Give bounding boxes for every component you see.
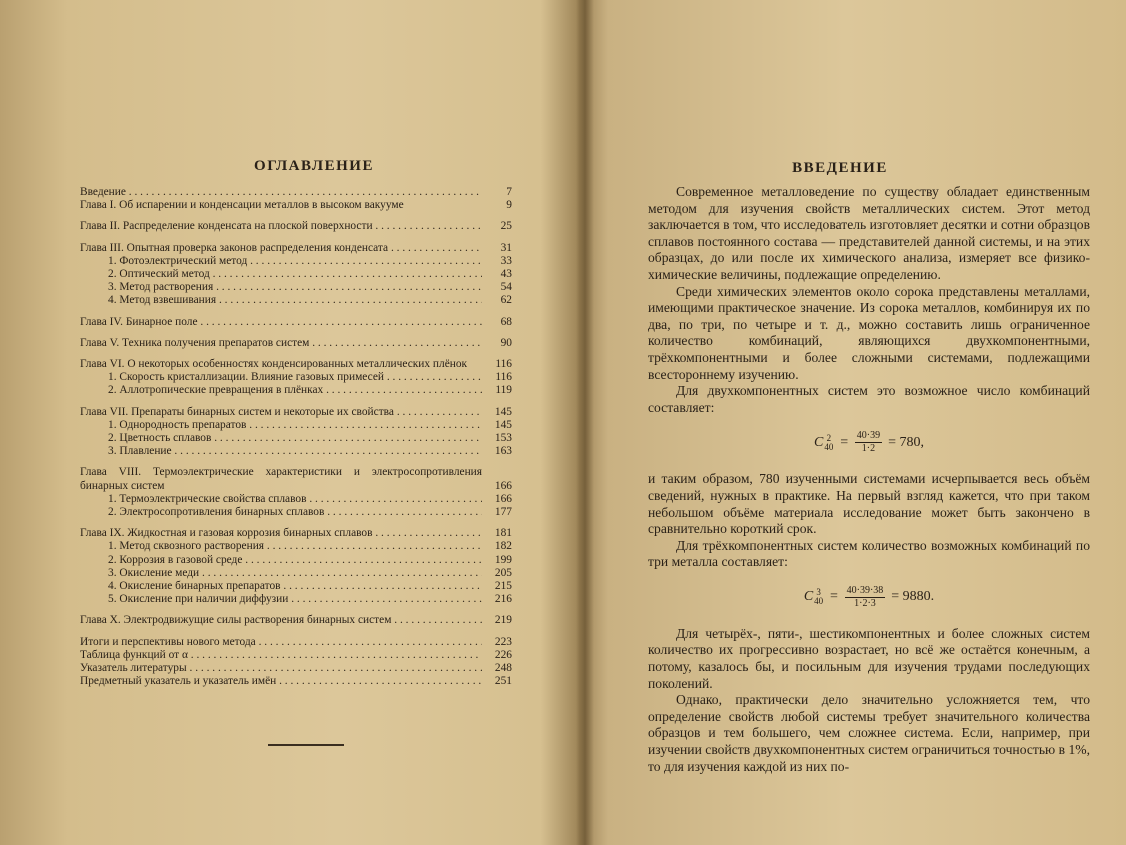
toc-entry-page: 205	[494, 566, 512, 579]
toc-entry-page: 25	[500, 220, 512, 233]
toc-entry-page: 62	[500, 294, 512, 307]
intro-text	[648, 184, 1090, 775]
toc-entry-page: 43	[500, 268, 512, 281]
toc-entry-page: 181	[494, 527, 512, 540]
toc-entry-page: 248	[494, 662, 512, 675]
end-rule	[268, 744, 344, 746]
toc-entry-title: Глава IX. Жидкостная и газовая коррозия бинарных сплавов . . .	[80, 527, 482, 540]
toc-entry-page: 216	[494, 593, 512, 606]
toc-entry	[80, 554, 512, 567]
toc-entry-title: Глава X. Электродвижущие силы растворения бинарных систем . . .	[80, 614, 482, 627]
toc-entry	[80, 580, 512, 593]
toc-entry-title: 1. Фотоэлектрический метод . . .	[80, 255, 482, 268]
toc-entry-page: 7	[506, 186, 512, 198]
toc-entry	[80, 527, 512, 540]
toc-entry-page: 116	[495, 371, 512, 384]
toc-title: ОГЛАВЛЕНИЕ	[254, 158, 374, 174]
toc-entry-title: 4. Окисление бинарных препаратов . . .	[80, 580, 482, 593]
toc-entry-page: 199	[494, 553, 512, 566]
toc-entry-title: 2. Электросопротивления бинарных сплавов . . .	[80, 506, 482, 519]
formula-combinations-2: C 2 40 = $\frac{40\cdot 39}{1\cdot 2}$ = 780,	[813, 430, 925, 455]
toc-entry-page: 54	[500, 281, 512, 294]
table-of-contents	[80, 186, 512, 689]
toc-entry-title: Глава VI. О некоторых особенностях конденсированных металлических плёнок	[80, 358, 468, 371]
toc-entry	[80, 371, 512, 384]
toc-entry	[80, 636, 512, 649]
toc-entry	[80, 540, 512, 553]
toc-entry	[80, 593, 512, 606]
toc-entry-title: 3. Окисление меди . . .	[80, 567, 482, 580]
toc-entry-page: 90	[500, 336, 512, 349]
toc-entry-title: Указатель литературы . . .	[80, 662, 482, 675]
toc-entry-title: Введение . . .	[80, 186, 482, 199]
toc-entry	[80, 493, 512, 506]
intro-paragraph: и таким образом, 780 изученными системами исчерпывается весь объём сведений, нужных в практике. На первый взгляд кажется, что при таком небольшом объёме материала исследование может быть закончено в сравнительно короткий срок.	[648, 471, 1090, 537]
toc-entry-title: Глава VIII. Термоэлектрические характеристики и электросопротивления бинарных систем	[80, 466, 482, 492]
toc-entry-page: 163	[494, 445, 512, 458]
toc-entry-page: 177	[494, 506, 512, 519]
toc-entry-page: 166	[494, 492, 512, 505]
toc-entry-title: 2. Аллотропические превращения в плёнках . . .	[80, 384, 482, 397]
toc-entry-page: 182	[494, 540, 512, 553]
intro-title: ВВЕДЕНИЕ	[792, 160, 888, 176]
toc-entry-title: Глава I. Об испарении и конденсации металлов в высоком вакууме	[80, 199, 404, 212]
toc-entry-title: 3. Метод растворения . . .	[80, 281, 482, 294]
toc-entry-title: Итоги и перспективы нового метода . . .	[80, 636, 482, 649]
toc-entry-page: 116	[495, 358, 512, 371]
toc-entry-page: 31	[500, 241, 512, 254]
toc-entry	[80, 445, 512, 458]
toc-entry	[80, 406, 512, 419]
toc-entry	[80, 316, 512, 329]
toc-entry-title: 2. Цветность сплавов . . .	[80, 432, 482, 445]
toc-entry	[80, 268, 512, 281]
toc-entry	[80, 432, 512, 445]
intro-paragraph: Среди химических элементов около сорока представлены металлами, имеющими практическое значение. Из сорока металлов, комбинируя их по два, по три, по четыре и т. д., можно составить лишь ограниченное количество комбинаций, являющихся двухкомпонентными, трёхкомпонентными и более сложными системами, подлежащими всестороннему изучению.	[648, 283, 1090, 382]
toc-entry-title: Глава VII. Препараты бинарных систем и некоторые их свойства . . .	[80, 406, 482, 419]
intro-paragraph: Для четырёх-, пяти-, шестикомпонентных и более сложных систем количество их прогрессивно возрастает, но всё же остаётся конечным, а потому, казалось бы, и посильным для изучения трудами последующих поколений.	[648, 625, 1090, 691]
toc-entry	[80, 242, 512, 255]
toc-entry-title: 2. Оптический метод . . .	[80, 268, 482, 281]
intro-paragraph: Современное металловедение по существу обладает единственным методом для изучения свойств металлических систем. Этот метод заключается в том, что исследователь изготовляет десятки и сотни образцов сплавов постоянного состава — представителей данной системы, и на этих образцах, до или после их химического анализа, измеряет все физико-химические величины, подлежащие определению.	[648, 184, 1090, 282]
toc-entry-title: Глава II. Распределение конденсата на плоской поверхности . . .	[80, 220, 482, 233]
toc-entry-title: 2. Коррозия в газовой среде . . .	[80, 554, 482, 567]
toc-entry-title: 1. Скорость кристаллизации. Влияние газовых примесей . . .	[80, 371, 482, 384]
toc-entry	[80, 220, 512, 233]
toc-entry	[80, 384, 512, 397]
toc-entry-title: 5. Окисление при наличии диффузии . . .	[80, 593, 482, 606]
toc-entry	[80, 199, 512, 212]
toc-entry-page: 145	[494, 418, 512, 431]
toc-entry-page: 215	[494, 580, 512, 593]
toc-entry-page: 166	[494, 479, 512, 492]
formula-combinations-3: C 3 40 = $\frac{40\cdot 39\cdot 38}{1\cdot 2\cdot 3}$ = 9880.	[803, 584, 935, 609]
intro-paragraph: Для трёхкомпонентных систем количество возможных комбинаций по три металла составляет:	[648, 537, 1090, 570]
toc-entry-page: 33	[500, 254, 512, 267]
toc-entry	[80, 675, 512, 688]
toc-entry-title: Глава IV. Бинарное поле . . .	[80, 316, 482, 329]
toc-entry	[80, 337, 512, 350]
toc-entry	[80, 466, 512, 492]
toc-entry	[80, 506, 512, 519]
toc-entry-title: 1. Термоэлектрические свойства сплавов . . .	[80, 493, 482, 506]
toc-entry-page: 119	[495, 384, 512, 397]
toc-entry-title: Глава V. Техника получения препаратов систем . . .	[80, 337, 482, 350]
toc-entry-page: 68	[500, 315, 512, 328]
toc-entry-page: 219	[494, 614, 512, 627]
toc-entry	[80, 649, 512, 662]
toc-entry-page: 223	[494, 635, 512, 648]
toc-entry	[80, 419, 512, 432]
intro-paragraph: Для двухкомпонентных систем это возможное число комбинаций составляет:	[648, 383, 1090, 415]
toc-entry	[80, 662, 512, 675]
toc-entry-page: 153	[494, 432, 512, 445]
toc-entry-page: 145	[494, 405, 512, 418]
toc-entry	[80, 358, 512, 371]
toc-entry-title: 4. Метод взвешивания . . .	[80, 294, 482, 307]
toc-entry-title: Глава III. Опытная проверка законов распределения конденсата . . .	[80, 242, 482, 255]
toc-entry	[80, 255, 512, 268]
toc-entry-title: 1. Метод сквозного растворения . . .	[80, 540, 482, 553]
toc-entry-page: 226	[494, 648, 512, 661]
intro-paragraph: Однако, практически дело значительно усложняется тем, что определение свойств любой системы требует значительного количества образцов и тем большего, чем сложнее система. Если, например, при изучении свойств двухкомпонентных систем ограничиться точностью в 1%, то для изучения каждой из них по-	[648, 692, 1090, 774]
toc-entry-title: Таблица функций от α . . .	[80, 649, 482, 662]
toc-entry-page: 9	[506, 199, 512, 212]
toc-entry-title: Предметный указатель и указатель имён . . .	[80, 675, 482, 688]
toc-entry-title: 1. Однородность препаратов . . .	[80, 419, 482, 432]
toc-entry-page: 251	[494, 675, 512, 688]
toc-entry	[80, 281, 512, 294]
toc-entry-title: 3. Плавление . . .	[80, 445, 482, 458]
toc-entry	[80, 294, 512, 307]
toc-entry	[80, 614, 512, 627]
toc-entry	[80, 186, 512, 199]
right-page	[590, 0, 1126, 845]
toc-entry	[80, 567, 512, 580]
